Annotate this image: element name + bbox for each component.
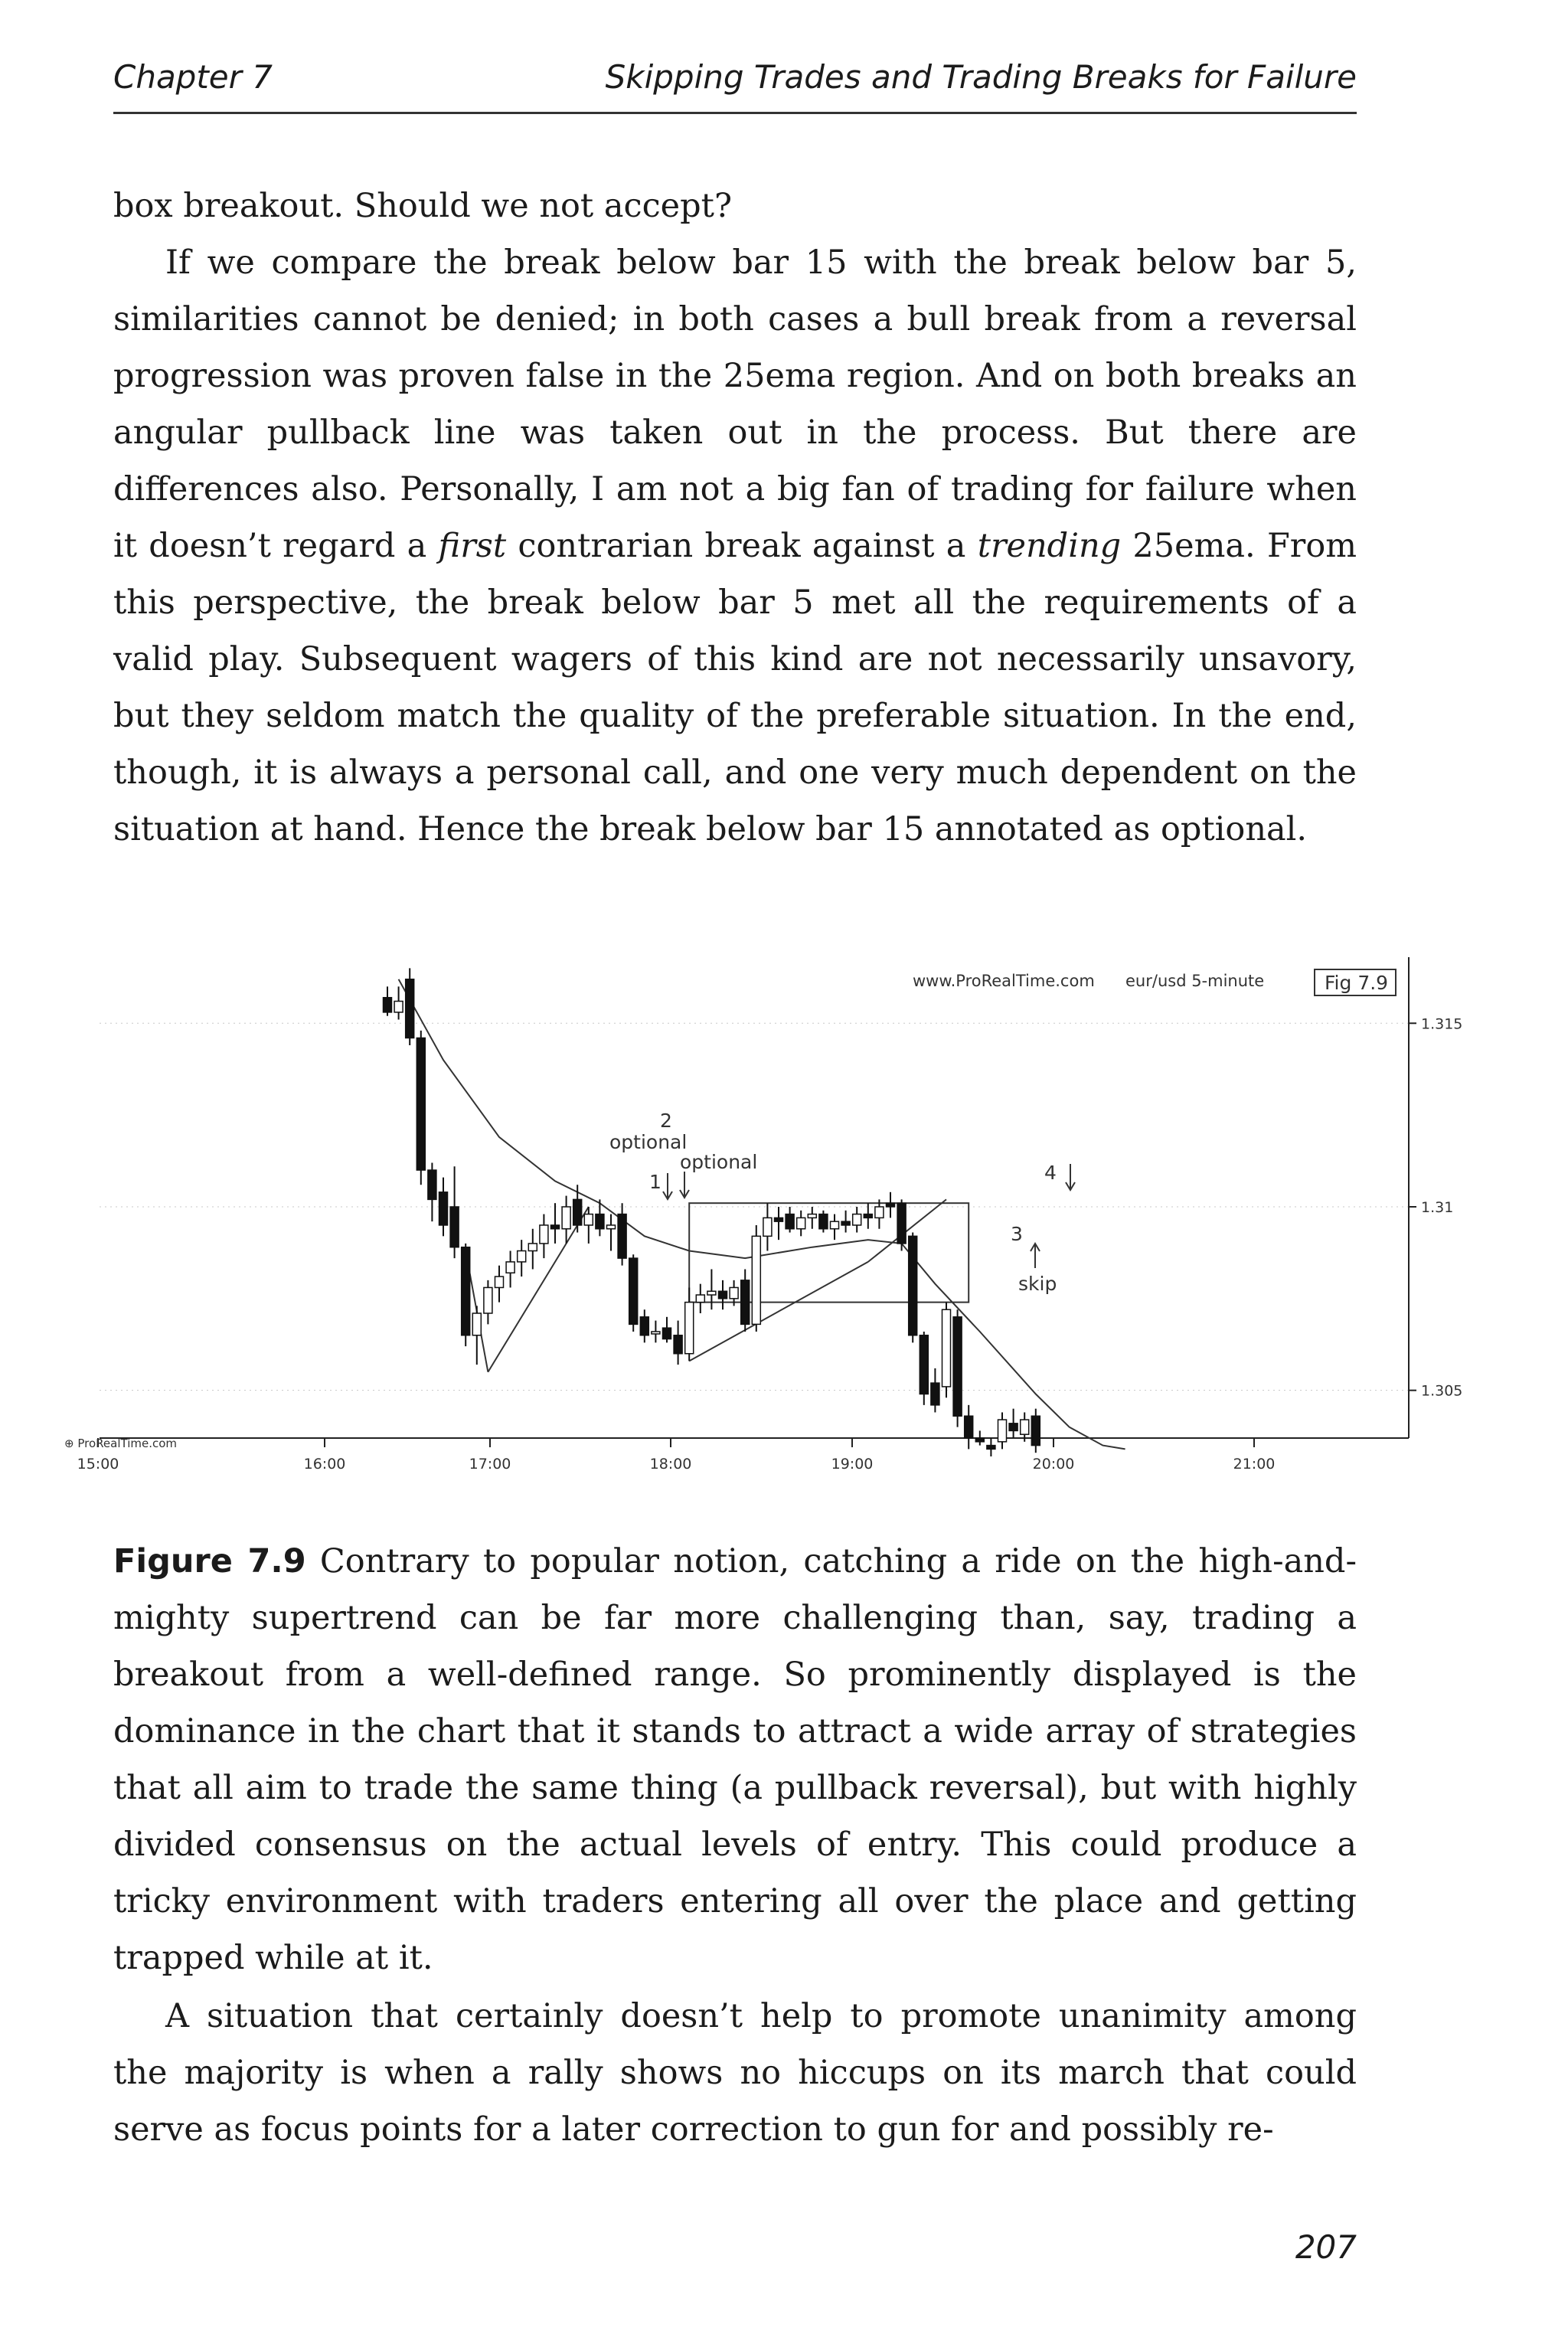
candle	[384, 986, 392, 1015]
candle-body-down	[841, 1221, 850, 1225]
candle-body-down	[384, 998, 392, 1012]
x-axis-ticks	[77, 1438, 1276, 1473]
candle	[942, 1303, 951, 1398]
candle-body-down	[819, 1214, 828, 1229]
candle	[674, 1321, 682, 1365]
candle	[841, 1211, 850, 1233]
candle	[394, 986, 403, 1019]
candle-body-up	[484, 1287, 492, 1313]
candle	[640, 1309, 648, 1342]
candle-body-down	[953, 1317, 962, 1416]
candle-body-down	[629, 1258, 638, 1324]
candle	[495, 1266, 504, 1303]
candle	[998, 1412, 1007, 1449]
candle-body-down	[965, 1416, 973, 1438]
candle-body-down	[674, 1335, 682, 1354]
annotation-skip: skip	[1018, 1273, 1057, 1295]
candle-body-up	[1021, 1420, 1029, 1434]
candle-body-down	[663, 1328, 671, 1339]
candle	[562, 1196, 570, 1244]
candle-body-up	[875, 1207, 884, 1218]
candle-body-down	[573, 1199, 582, 1225]
candle	[663, 1317, 671, 1343]
chart-grid	[100, 1023, 1409, 1390]
figure-7-9	[0, 942, 1568, 1478]
paragraph-text: 25ema. From this perspective, the break below bar 5 met all the requirements of a valid play. Subsequent wagers of this kind are not necessarily unsavory, but they seldom match the quality of the preferable situation. In the end, though, it is always a personal call, and one very much dependent on the situation at hand. Hence the break below bar 15 annotated as optional.	[113, 527, 1357, 848]
candle	[853, 1207, 861, 1233]
instrument-label: eur/usd 5-minute	[1125, 972, 1265, 990]
candle-body-up	[540, 1225, 548, 1244]
y-axis-ticks	[1409, 1015, 1462, 1399]
candle-body-down	[450, 1207, 459, 1247]
candle-body-up	[652, 1332, 660, 1334]
annotation-4: 4	[1044, 1162, 1057, 1184]
candle	[719, 1280, 727, 1309]
arrow-up-icon-3	[1031, 1244, 1040, 1268]
figure-caption	[113, 1533, 1357, 1986]
candle	[887, 1192, 895, 1218]
candle	[462, 1244, 470, 1346]
fig-label: Fig 7.9	[1325, 972, 1389, 994]
candle	[797, 1211, 805, 1237]
page-number: 207	[1295, 2228, 1357, 2266]
page-header	[113, 47, 1357, 114]
candle-body-down	[931, 1383, 939, 1405]
candle-body-down	[1009, 1424, 1018, 1431]
candle-body-down	[640, 1317, 648, 1335]
candle	[987, 1438, 995, 1456]
annotations-group	[609, 1110, 1075, 1295]
candle	[428, 1162, 436, 1221]
candle-body-up	[518, 1251, 526, 1262]
candlestick-chart	[0, 942, 1568, 1478]
candle-body-up	[707, 1291, 716, 1295]
source-label: www.ProRealTime.com	[913, 972, 1095, 990]
candle-body-up	[584, 1214, 593, 1225]
paragraph-text: contrarian break against a	[506, 527, 978, 565]
paragraph-continuation: box breakout. Should we not accept?	[113, 187, 732, 225]
candle-body-up	[607, 1225, 616, 1229]
candle	[920, 1332, 928, 1405]
candle	[629, 1254, 638, 1332]
candle-body-up	[562, 1207, 570, 1229]
candle	[685, 1287, 694, 1361]
candle-body-down	[909, 1236, 917, 1335]
candle	[775, 1207, 783, 1240]
caption-text: Contrary to popular notion, catching a ride on the high-and-mighty supertrend can be far more challenging than, say, trading a breakout from a well-defined range. So prominently displayed is the dominance in the chart that it stands to attract a wide array of strategies that all aim to trade the same thing (a pullback reversal), but with highly divided consensus on the actual levels of entry. This could produce a tricky environment with traders entering all over the place and getting trapped while at it.	[113, 1542, 1357, 1977]
candle-body-down	[897, 1203, 906, 1244]
candle-body-down	[975, 1438, 984, 1442]
candle-body-down	[596, 1214, 604, 1229]
arrow-down-icon-4	[1066, 1164, 1075, 1190]
candle	[450, 1166, 459, 1258]
x-tick-label: 15:00	[77, 1456, 119, 1473]
candle	[752, 1225, 760, 1332]
emphasis-trending: trending	[977, 527, 1122, 565]
watermark-icon: ⊕	[64, 1437, 74, 1450]
candle-body-up	[696, 1295, 704, 1303]
candle-body-up	[752, 1236, 760, 1324]
ema25-line	[399, 979, 1125, 1450]
candle-body-down	[920, 1335, 928, 1394]
candle-body-down	[618, 1214, 626, 1259]
candle	[1031, 1409, 1040, 1453]
candles-group	[384, 968, 1040, 1456]
candle	[652, 1321, 660, 1343]
annotation-1: 1	[649, 1171, 662, 1193]
candle	[786, 1207, 794, 1233]
candle	[763, 1203, 772, 1250]
watermark	[64, 1437, 177, 1450]
x-tick-label: 18:00	[649, 1456, 692, 1473]
pullback-lines-group	[466, 1199, 946, 1371]
pullback-line	[488, 1207, 588, 1372]
candle-body-up	[495, 1276, 504, 1287]
candle-body-down	[741, 1280, 750, 1325]
ema25-group	[399, 979, 1125, 1450]
candle-body-down	[406, 979, 414, 1038]
candle	[406, 968, 414, 1045]
annotation-optional-1: optional	[609, 1131, 688, 1153]
candle-body-up	[808, 1214, 816, 1218]
x-tick-label: 17:00	[469, 1456, 511, 1473]
candle-body-up	[394, 1002, 403, 1012]
y-tick-label: 1.305	[1421, 1382, 1463, 1400]
emphasis-first: first	[438, 527, 507, 565]
candle	[506, 1251, 514, 1288]
annotation-3: 3	[1011, 1223, 1023, 1245]
candle-body-up	[998, 1420, 1007, 1442]
y-tick-label: 1.31	[1421, 1198, 1454, 1216]
candle	[831, 1214, 839, 1241]
candle	[975, 1430, 984, 1445]
candle	[472, 1306, 481, 1365]
candle-body-up	[853, 1214, 861, 1225]
candle-body-up	[685, 1303, 694, 1354]
candle	[573, 1185, 582, 1232]
candle	[864, 1203, 872, 1229]
candle-body-down	[1031, 1416, 1040, 1445]
candle	[931, 1368, 939, 1413]
candle-body-up	[472, 1313, 481, 1335]
x-tick-label: 16:00	[303, 1456, 346, 1473]
paragraph-text: If we compare the break below bar 15 with the break below bar 5, similarities cannot be denied; in both cases a bull break from a reversal progression was proven false in the 25ema region. And on both breaks an angular pullback line was taken out in the process. But there are differences also. Personally, I am not a big fan of trading for failure when it doesn’t regard a	[113, 244, 1357, 565]
candle-body-up	[942, 1309, 951, 1387]
x-tick-label: 21:00	[1233, 1456, 1276, 1473]
candle	[540, 1214, 548, 1259]
caption-label: Figure 7.9	[113, 1542, 306, 1580]
annotation-2: 2	[660, 1110, 672, 1132]
arrow-down-icon-optional	[680, 1172, 689, 1198]
candle	[528, 1229, 537, 1270]
candle-body-down	[416, 1038, 425, 1170]
candle	[518, 1240, 526, 1276]
candle	[416, 1031, 425, 1185]
candle	[707, 1269, 716, 1309]
candle-body-up	[763, 1218, 772, 1236]
candle-body-down	[719, 1291, 727, 1299]
candle	[607, 1214, 616, 1251]
paragraph-comparison	[113, 234, 1357, 858]
candle	[808, 1207, 816, 1229]
chapter-label: Chapter 7	[113, 58, 273, 96]
candle	[819, 1211, 828, 1233]
candle-body-down	[551, 1225, 560, 1229]
annotation-optional-2: optional	[680, 1151, 758, 1173]
candle-body-down	[987, 1446, 995, 1450]
candle-body-up	[797, 1218, 805, 1228]
candle-body-down	[428, 1170, 436, 1199]
candle	[551, 1203, 560, 1244]
candle-body-up	[831, 1221, 839, 1229]
x-tick-label: 19:00	[831, 1456, 874, 1473]
candle	[897, 1199, 906, 1250]
candle-body-down	[439, 1192, 448, 1225]
chapter-title: Skipping Trades and Trading Breaks for Failure	[605, 58, 1357, 96]
candle-body-down	[775, 1218, 783, 1221]
paragraph-unanimity: A situation that certainly doesn’t help to promote unanimity among the majority is when a rally shows no hiccups on its march that could serve as focus points for a later correction to gun for and possibly re-	[113, 1997, 1357, 2149]
candle-body-down	[786, 1214, 794, 1229]
arrow-down-icon-1	[663, 1173, 672, 1199]
candle	[909, 1233, 917, 1343]
candle-body-up	[730, 1287, 738, 1298]
candle	[953, 1309, 962, 1427]
candle-body-up	[506, 1262, 514, 1273]
watermark-text: ProRealTime.com	[77, 1437, 178, 1450]
candle-body-down	[462, 1247, 470, 1335]
candle	[484, 1280, 492, 1325]
candle	[741, 1269, 750, 1331]
candle	[1009, 1409, 1018, 1438]
candle	[696, 1284, 704, 1313]
candle-body-down	[887, 1203, 895, 1207]
candle	[965, 1405, 973, 1450]
candle	[618, 1203, 626, 1265]
candle-body-up	[528, 1244, 537, 1251]
pullback-line	[689, 1262, 868, 1361]
candle-body-down	[864, 1214, 872, 1218]
y-tick-label: 1.315	[1421, 1015, 1463, 1033]
x-tick-label: 20:00	[1032, 1456, 1075, 1473]
candle	[439, 1178, 448, 1237]
